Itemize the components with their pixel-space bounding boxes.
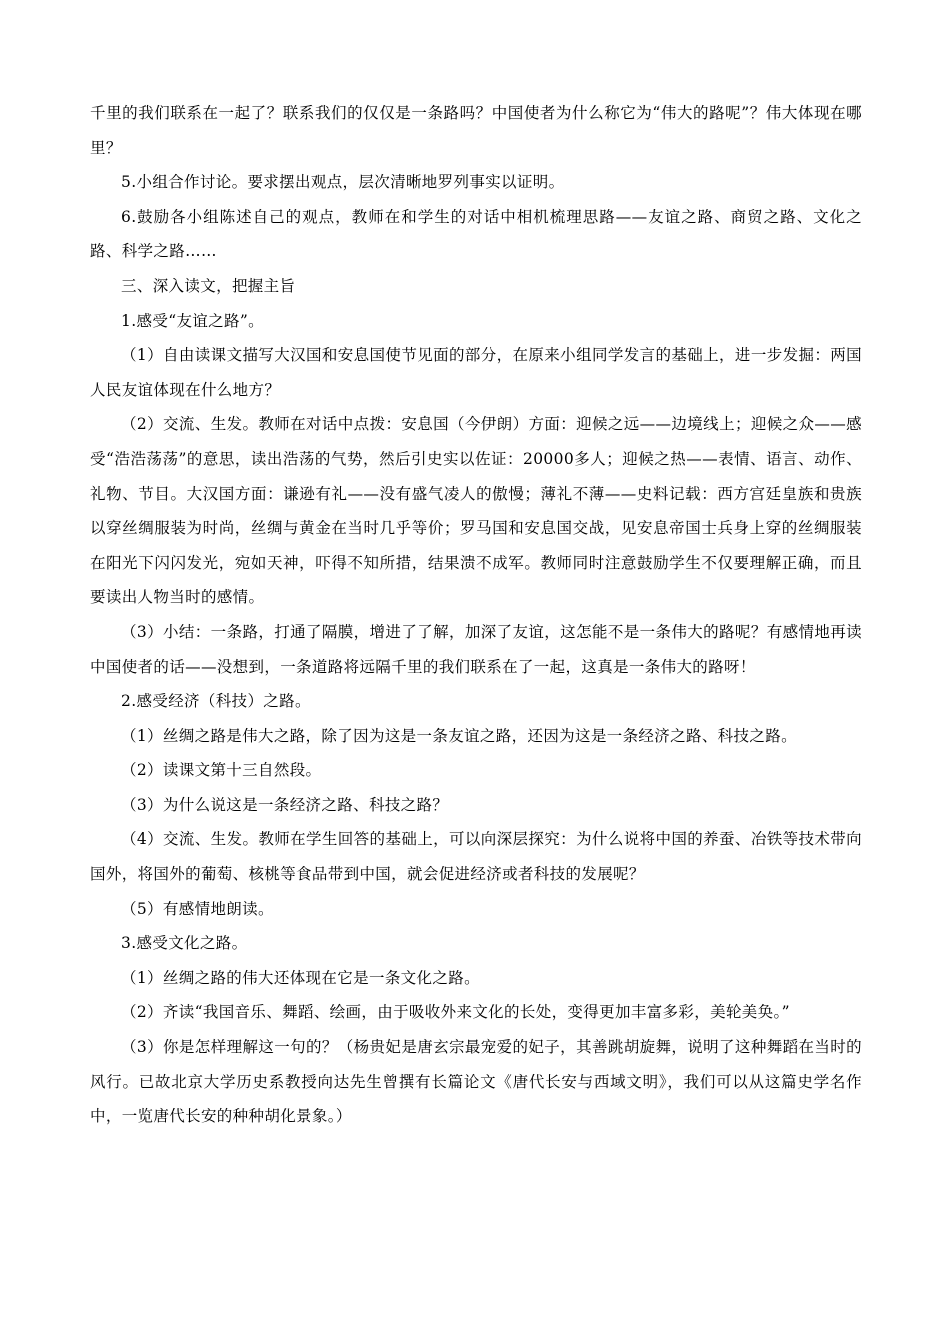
paragraph-culture-1: （1）丝绸之路的伟大还体现在它是一条文化之路。 <box>121 968 480 987</box>
paragraph-economy-5: （5）有感情地朗读。 <box>121 899 274 918</box>
paragraph-friendship-3: （3）小结：一条路，打通了隔膜，增进了了解，加深了友谊，这怎能不是一条伟大的路呢？有感情地再读中国使者的话——没想到，一条道路将远隔千里的我们联系在了一起，这真是一条伟大的路呀！ <box>90 622 862 676</box>
paragraph-economy-4: （4）交流、生发。教师在学生回答的基础上，可以向深层探究：为什么说将中国的养蚕、冶铁等技术带向国外，将国外的葡萄、核桃等食品带到中国，就会促进经济或者科技的发展呢？ <box>90 830 862 884</box>
paragraph-culture-3: （3）你是怎样理解这一句的？（杨贵妃是唐玄宗最宠爱的妃子，其善跳胡旋舞，说明了这种舞蹈在当时的风行。已故北京大学历史系教授向达先生曾撰有长篇论文《唐代长安与西域文明》，我们可以从这篇史学名作中，一览唐代长安的种种胡化景象。） <box>90 1038 862 1126</box>
paragraph-step-5: 5.小组合作讨论。要求摆出观点，层次清晰地罗列事实以证明。 <box>121 173 565 192</box>
section-heading-3: 三、深入读文，把握主旨 <box>121 276 296 295</box>
document-page <box>90 96 862 1134</box>
paragraph-friendship-2: （2）交流、生发。教师在对话中点拨：安息国（今伊朗）方面：迎候之远——边境线上；迎候之众——感受“浩浩荡荡”的意思，读出浩荡的气势，然后引史实以佐证：20000多人；迎候之热——表情、语言、动作、礼物、节目。大汉国方面：谦逊有礼——没有盛气凌人的傲慢；薄礼不薄——史料记载：西方宫廷皇族和贵族以穿丝绸服装为时尚，丝绸与黄金在当时几乎等价；罗马国和安息国交战，见安息帝国士兵身上穿的丝绸服装在阳光下闪闪发光，宛如天神，吓得不知所措，结果溃不成军。教师同时注意鼓励学生不仅要理解正确，而且要读出人物当时的感情。 <box>90 415 862 607</box>
subheading-friendship-road: 1.感受“友谊之路”。 <box>121 311 264 330</box>
paragraph-culture-2: （2）齐读“我国音乐、舞蹈、绘画，由于吸收外来文化的长处，变得更加丰富多彩，美轮美奂。” <box>121 1003 790 1022</box>
paragraph-continuation: 千里的我们联系在一起了？联系我们的仅仅是一条路吗？中国使者为什么称它为“伟大的路呢”？伟大体现在哪里？ <box>90 104 862 157</box>
paragraph-economy-2: （2）读课文第十三自然段。 <box>121 761 322 780</box>
subheading-culture-road: 3.感受文化之路。 <box>121 934 248 953</box>
paragraph-step-6: 6.鼓励各小组陈述自己的观点，教师在和学生的对话中相机梳理思路——友谊之路、商贸之路、文化之路、科学之路…… <box>90 207 862 261</box>
paragraph-friendship-1: （1）自由读课文描写大汉国和安息国使节见面的部分，在原来小组同学发言的基础上，进一步发掘：两国人民友谊体现在什么地方？ <box>90 346 862 399</box>
subheading-economy-road: 2.感受经济（科技）之路。 <box>121 692 311 711</box>
paragraph-economy-3: （3）为什么说这是一条经济之路、科技之路？ <box>121 795 449 814</box>
paragraph-economy-1: （1）丝绸之路是伟大之路，除了因为这是一条友谊之路，还因为这是一条经济之路、科技之路。 <box>121 726 797 745</box>
